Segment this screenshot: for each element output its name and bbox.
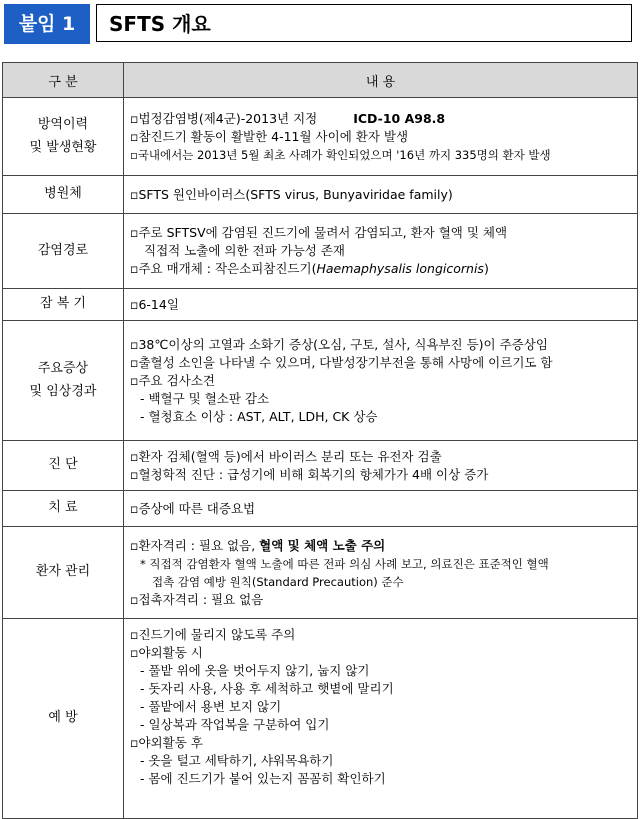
- category-line: 방역이력: [37, 117, 89, 133]
- content-incubation: [124, 289, 638, 321]
- content-prevention: [124, 619, 638, 819]
- category-diagnosis: 진 단: [3, 441, 124, 491]
- category-route: 감염경로: [3, 214, 124, 289]
- content-line: * 직접적 감염환자 혈액 노출에 따른 전파 의심 사례 보고, 의료진은 표준적인 혈액: [140, 556, 549, 571]
- content-line: [130, 260, 631, 278]
- category-line: 주요증상: [37, 361, 89, 377]
- content-line: ▫진드기에 물리지 않도록 주의: [130, 627, 296, 642]
- header-content: 내 용: [124, 63, 638, 98]
- row-pathogen: [3, 176, 638, 214]
- row-prevention: [3, 619, 638, 819]
- category-line: 및 발생현황: [29, 139, 97, 155]
- row-history: [3, 98, 638, 176]
- content-line: 접촉 감염 예방 원칙(Standard Precaution) 준수: [152, 574, 404, 589]
- category-patient-management: 환자 관리: [3, 527, 124, 619]
- content-text: ▫환자격리 : 필요 없음,: [130, 537, 260, 553]
- content-treatment: [124, 491, 638, 527]
- document-header: [4, 4, 634, 44]
- content-line: - 백혈구 및 혈소판 감소: [140, 390, 270, 406]
- content-line: - 옷을 털고 세탁하기, 샤워목욕하기: [140, 753, 334, 768]
- content-line: - 돗자리 사용, 사용 후 세척하고 햇볕에 말리기: [140, 681, 394, 696]
- row-route: [3, 214, 638, 289]
- content-patient-management: [124, 527, 638, 619]
- content-line: ▫주로 SFTSV에 감염된 진드기에 물려서 감염되고, 환자 혈액 및 체액: [130, 225, 508, 240]
- content-line: - 일상복과 작업복을 구분하여 입기: [140, 717, 330, 732]
- attachment-badge: 붙임 1: [4, 4, 90, 44]
- icd-code: ICD-10 A98.8: [353, 110, 446, 126]
- content-text: ): [483, 261, 489, 276]
- content-line: [130, 537, 631, 555]
- row-symptoms: [3, 321, 638, 441]
- content-pathogen: [124, 176, 638, 214]
- row-incubation: [3, 289, 638, 321]
- content-line: ▫38℃이상의 고열과 소화기 증상(오심, 구토, 설사, 식욕부진 등)이 주증상임: [130, 336, 548, 352]
- content-line: - 풀밭에서 용변 보지 않기: [140, 699, 282, 714]
- content-history: [124, 98, 638, 176]
- content-symptoms: [124, 321, 638, 441]
- category-incubation: 잠 복 기: [3, 289, 124, 321]
- content-line: ▫SFTS 원인바이러스(SFTS virus, Bunyaviridae family): [130, 186, 453, 202]
- category-line: 및 임상경과: [29, 383, 97, 399]
- species-name: Haemaphysalis longicornis: [316, 261, 484, 276]
- category-symptoms: [3, 321, 124, 441]
- category-prevention: 예 방: [3, 619, 124, 819]
- document-title: SFTS 개요: [96, 4, 632, 42]
- row-diagnosis: [3, 441, 638, 491]
- content-line: - 혈청효소 이상 : AST, ALT, LDH, CK 상승: [140, 408, 378, 424]
- content-line: ▫출혈성 소인을 나타낼 수 있으며, 다발성장기부전을 통해 사망에 이르기도 함: [130, 354, 553, 370]
- content-text: ▫주요 매개체 : 작은소피참진드기(: [130, 261, 317, 276]
- header-category: 구 분: [3, 63, 124, 98]
- content-diagnosis: [124, 441, 638, 491]
- content-route: [124, 214, 638, 289]
- content-line: ▫증상에 따른 대증요법: [130, 500, 256, 516]
- content-line: ▫야외활동 후: [130, 735, 203, 750]
- content-line: ▫접촉자격리 : 필요 없음: [130, 591, 264, 607]
- table-header-row: [3, 63, 638, 98]
- content-text: ▫법정감염병(제4군)-2013년 지정: [130, 110, 318, 126]
- content-line: - 몸에 진드기가 붙어 있는지 꼼꼼히 확인하기: [140, 771, 386, 786]
- content-line: ▫야외활동 시: [130, 645, 203, 660]
- content-line: - 풀밭 위에 옷을 벗어두지 않기, 눕지 않기: [140, 663, 370, 678]
- row-patient-management: [3, 527, 638, 619]
- content-line: ▫혈청학적 진단 : 급성기에 비해 회복기의 항체가가 4배 이상 증가: [130, 466, 489, 482]
- row-treatment: [3, 491, 638, 527]
- emphasis-text: 혈액 및 체액 노출 주의: [259, 537, 386, 553]
- content-line: ▫환자 검체(혈액 등)에서 바이러스 분리 또는 유전자 검출: [130, 448, 442, 464]
- content-line: 직접적 노출에 의한 전파 가능성 존재: [144, 243, 345, 258]
- content-line: ▫주요 검사소견: [130, 372, 215, 388]
- content-line: ▫국내에서는 2013년 5월 최초 사례가 확인되었으며 '16년 까지 335명의 환자 발생: [130, 147, 551, 162]
- category-history: [3, 98, 124, 176]
- sfts-overview-table: [2, 62, 638, 819]
- category-pathogen: 병원체: [3, 176, 124, 214]
- content-line: ▫6-14일: [130, 296, 179, 312]
- content-line: ▫참진드기 활동이 활발한 4-11월 사이에 환자 발생: [130, 128, 409, 144]
- content-line: [130, 110, 631, 128]
- category-treatment: 치 료: [3, 491, 124, 527]
